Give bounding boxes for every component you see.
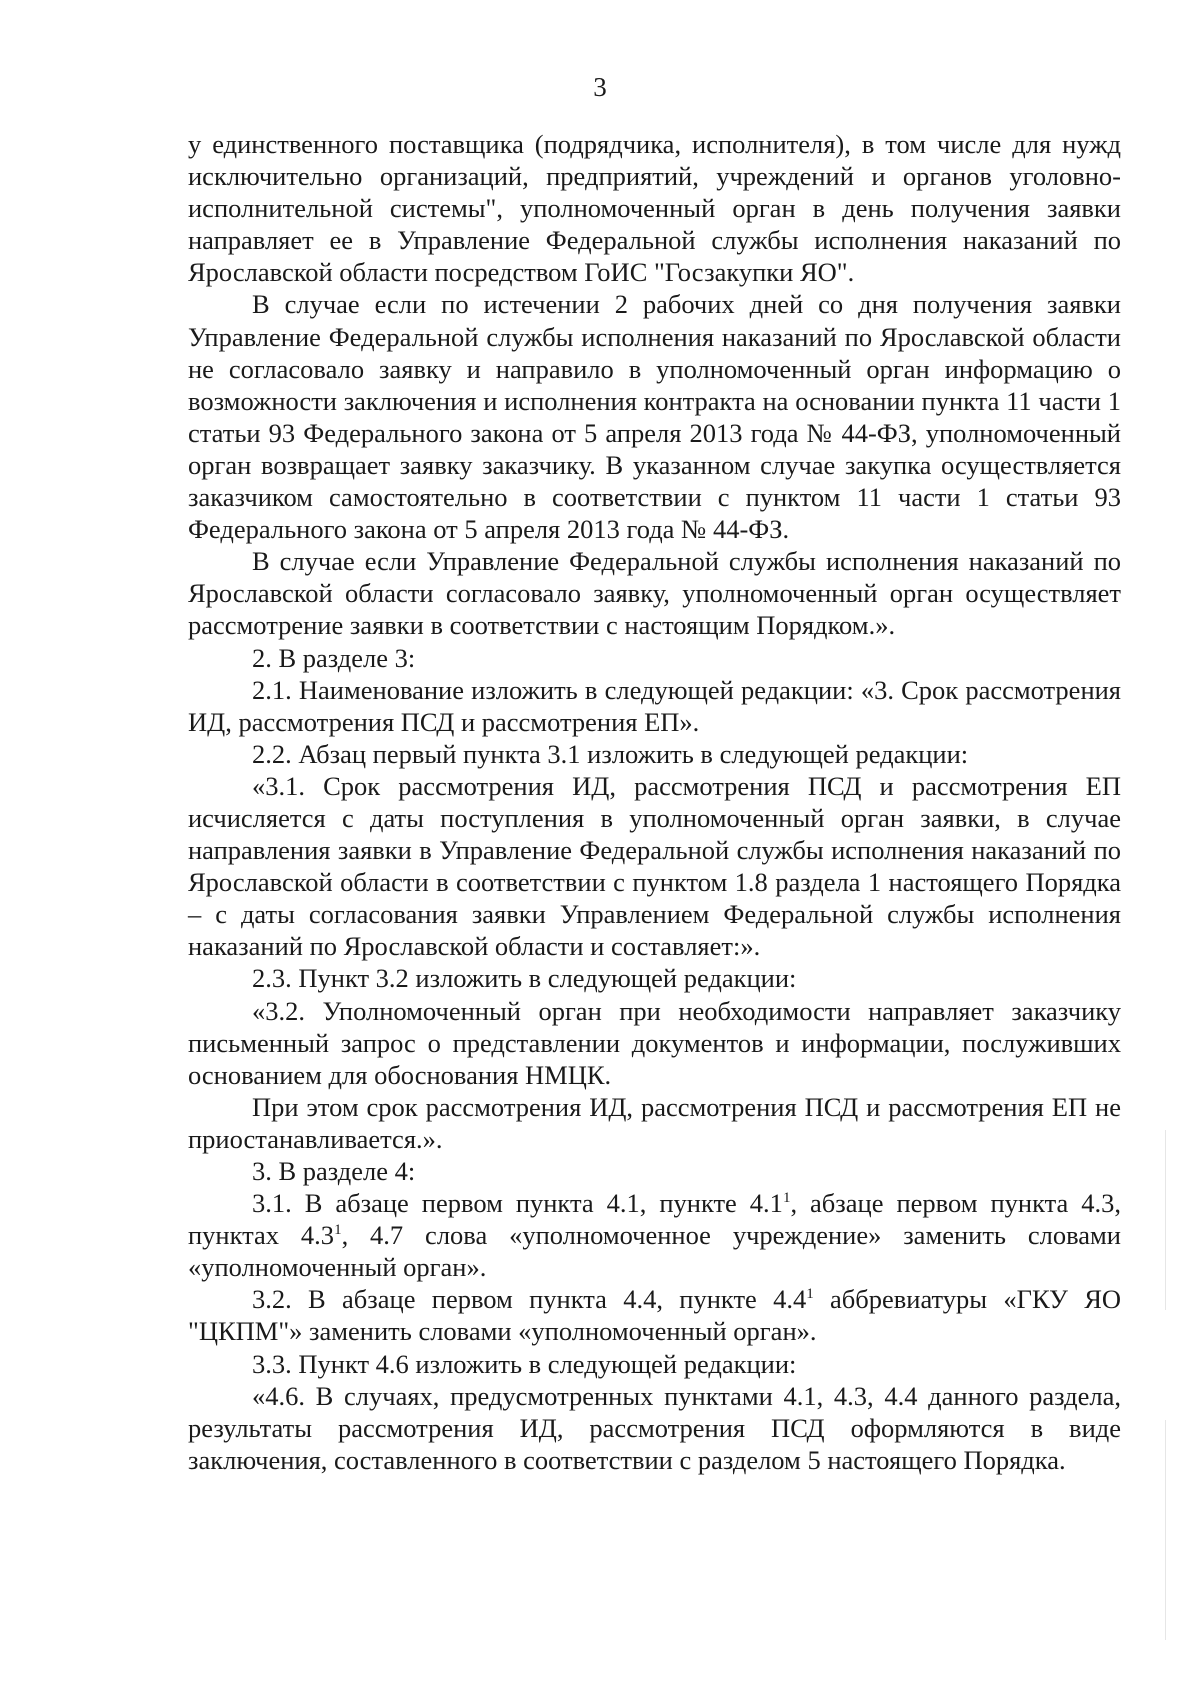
paragraph: «3.1. Срок рассмотрения ИД, рассмотрения ПСД и рассмотрения ЕП исчисляется с даты поступления в уполномоченный орган заявки, в случае направления заявки в Управление Федеральной службы исполнения наказаний по Ярославской области в соответствии с пунктом 1.8 раздела 1 настоящего Порядка – с даты согласования заявки Управлением Федеральной службы исполнения наказаний по Ярославской области и составляет:». [188,770,1121,962]
section-heading: 3. В разделе 4: [252,1156,416,1186]
text-run: 3.1. В абзаце первом пункта 4.1, пункте 4.1 [252,1188,783,1219]
scan-artifact-line [1165,1130,1166,1310]
paragraph: «4.6. В случаях, предусмотренных пунктами 4.1, 4.3, 4.4 данного раздела, результаты рассмотрения ИД, рассмотрения ПСД оформляются в виде заключения, составленного в соответствии с разделом 5 настоящего Порядка. [188,1380,1121,1475]
superscript: 1 [806,1286,814,1303]
paragraph: 2.1. Наименование изложить в следующей редакции: «3. Срок рассмотрения ИД, рассмотрения ПСД и рассмотрения ЕП». [188,674,1121,737]
paragraph: 3.3. Пункт 4.6 изложить в следующей редакции: [252,1348,797,1379]
paragraph: В случае если по истечении 2 рабочих дней со дня получения заявки Управление Федеральной службы исполнения наказаний по Ярославской области не согласовало заявку и направило в уполномоченный орган информацию о возможности заключения и исполнения контракта на основании пункта 11 части 1 статьи 93 Федерального закона от 5 апреля 2013 года № 44-ФЗ, уполномоченный орган возвращает заявку заказчику. В указанном случае закупка осуществляется заказчиком самостоятельно в соответствии с пунктом 11 части 1 статьи 93 Федерального закона от 5 апреля 2013 года № 44-ФЗ. [188,289,1121,545]
text-run: аббревиатуры «ГКУ ЯО "ЦКПМ"» заменить словами «уполномоченный орган». [188,1284,1122,1347]
paragraph: «3.2. Уполномоченный орган при необходимости направляет заказчику письменный запрос о представлении документов и информации, послуживших основанием для обоснования НМЦК. [188,995,1121,1090]
paragraph [188,1187,1121,1283]
paragraph: В случае если Управление Федеральной службы исполнения наказаний по Ярославской области согласовало заявку, уполномоченный орган осуществляет рассмотрение заявки в соответствии с настоящим Порядком.». [188,546,1121,641]
superscript: 1 [334,1222,342,1239]
page-number: 3 [593,72,607,102]
paragraph: 2.2. Абзац первый пункта 3.1 изложить в следующей редакции: [252,738,969,769]
section-heading: 2. В разделе 3: [252,642,416,673]
text-run: 3.2. В абзаце первом пункта 4.4, пункте 4.4 [252,1284,807,1315]
document-body [188,128,1121,1476]
text-run: , 4.7 слова «уполномоченное учреждение» заменить словами «уполномоченный орган». [188,1220,1121,1283]
superscript: 1 [782,1190,791,1207]
paragraph: у единственного поставщика (подрядчика, исполнителя), в том числе для нужд исключительно организаций, предприятий, учреждений и органов уголовно-исполнительной системы", уполномоченный орган в день получения заявки направляет ее в Управление Федеральной службы исполнения наказаний по Ярославской области посредством ГоИС "Госзакупки ЯО". [188,129,1121,288]
scan-artifact-line [1165,1420,1166,1640]
paragraph [188,1283,1121,1347]
paragraph: При этом срок рассмотрения ИД, рассмотрения ПСД и рассмотрения ЕП не приостанавливается.». [188,1091,1121,1154]
text-run: , абзаце первом пункта 4.3, пунктах 4.3 [188,1188,1122,1251]
paragraph: 2.3. Пункт 3.2 изложить в следующей редакции: [252,963,797,994]
